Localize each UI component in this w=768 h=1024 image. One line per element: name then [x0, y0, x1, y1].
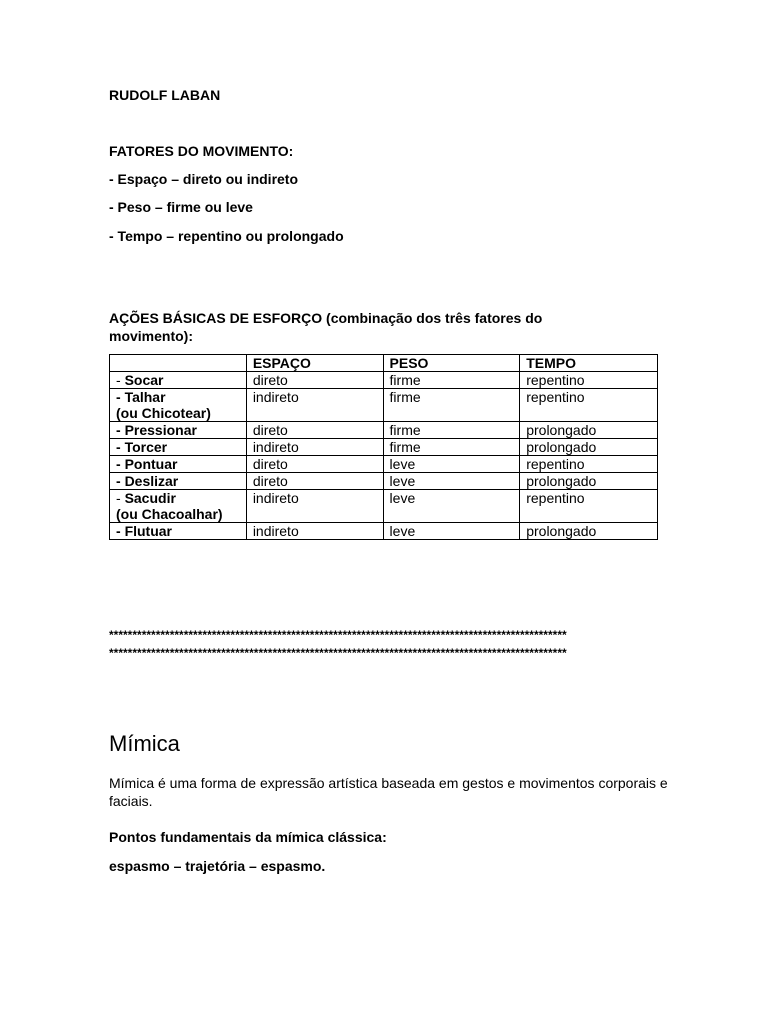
- action-name: Pressionar: [124, 422, 197, 438]
- table-header-row: [110, 355, 658, 372]
- action-prefix: -: [116, 490, 125, 506]
- espaco-cell: direto: [246, 422, 383, 439]
- table-row: [110, 473, 658, 490]
- tempo-cell: repentino: [520, 456, 658, 473]
- factor-item-espaco: - Espaço – direto ou indireto: [109, 171, 299, 187]
- document-title: RUDOLF LABAN: [109, 87, 221, 103]
- peso-cell: leve: [383, 523, 520, 540]
- peso-cell: firme: [383, 389, 520, 422]
- action-name: Pontuar: [124, 456, 178, 472]
- efforts-table: [109, 354, 658, 540]
- action-name: Deslizar: [124, 473, 179, 489]
- action-cell: [110, 490, 247, 523]
- header-cell-tempo: TEMPO: [520, 355, 658, 372]
- peso-cell: leve: [383, 490, 520, 523]
- espaco-cell: direto: [246, 456, 383, 473]
- action-prefix: -: [116, 456, 125, 472]
- table-row: [110, 389, 658, 422]
- table-row: [110, 490, 658, 523]
- espaco-cell: indireto: [246, 523, 383, 540]
- action-prefix: -: [116, 439, 125, 455]
- header-cell-action: [110, 355, 247, 372]
- table-row: [110, 422, 658, 439]
- mimica-paragraph: Mímica é uma forma de expressão artística baseada em gestos e movimentos corporais e faciais.: [109, 775, 668, 809]
- factors-heading: FATORES DO MOVIMENTO:: [109, 143, 294, 159]
- action-alt-name: (ou Chacoalhar): [116, 506, 223, 522]
- tempo-cell: repentino: [520, 372, 658, 389]
- efforts-table-body: [110, 372, 658, 540]
- table-row: [110, 456, 658, 473]
- action-prefix: -: [116, 372, 125, 388]
- mimica-heading: Mímica: [109, 731, 180, 756]
- separator-line-2: **************************************************************************************************: [109, 646, 567, 660]
- espaco-cell: direto: [246, 372, 383, 389]
- action-cell: [110, 389, 247, 422]
- tempo-cell: repentino: [520, 490, 658, 523]
- action-cell: [110, 523, 247, 540]
- peso-cell: leve: [383, 456, 520, 473]
- tempo-cell: prolongado: [520, 523, 658, 540]
- factor-item-peso: - Peso – firme ou leve: [109, 199, 253, 215]
- action-cell: [110, 422, 247, 439]
- action-prefix: -: [116, 389, 125, 405]
- fundamentals-heading: Pontos fundamentais da mímica clássica:: [109, 829, 387, 845]
- action-cell: [110, 439, 247, 456]
- action-name: Sacudir: [124, 490, 176, 506]
- tempo-cell: prolongado: [520, 473, 658, 490]
- table-row: [110, 523, 658, 540]
- action-cell: [110, 456, 247, 473]
- factor-item-tempo: - Tempo – repentino ou prolongado: [109, 228, 344, 244]
- separator-line-1: **************************************************************************************************: [109, 628, 567, 642]
- tempo-cell: prolongado: [520, 439, 658, 456]
- action-prefix: -: [116, 523, 125, 539]
- espaco-cell: indireto: [246, 389, 383, 422]
- action-cell: [110, 473, 247, 490]
- header-cell-peso: PESO: [383, 355, 520, 372]
- espaco-cell: indireto: [246, 490, 383, 523]
- action-cell: [110, 372, 247, 389]
- table-row: [110, 372, 658, 389]
- header-cell-espaco: ESPAÇO: [246, 355, 383, 372]
- table-row: [110, 439, 658, 456]
- peso-cell: firme: [383, 372, 520, 389]
- tempo-cell: prolongado: [520, 422, 658, 439]
- peso-cell: firme: [383, 439, 520, 456]
- action-name: Socar: [124, 372, 164, 388]
- espaco-cell: direto: [246, 473, 383, 490]
- fundamentals-text: espasmo – trajetória – espasmo.: [109, 858, 326, 874]
- action-name: Flutuar: [124, 523, 173, 539]
- efforts-heading-line1: AÇÕES BÁSICAS DE ESFORÇO (combinação dos três fatores do: [109, 310, 543, 326]
- tempo-cell: repentino: [520, 389, 658, 422]
- action-alt-name: (ou Chicotear): [116, 405, 211, 421]
- espaco-cell: indireto: [246, 439, 383, 456]
- efforts-heading-line2: movimento):: [109, 328, 193, 344]
- action-name: Talhar: [124, 389, 166, 405]
- action-prefix: -: [116, 422, 125, 438]
- action-name: Torcer: [124, 439, 168, 455]
- peso-cell: leve: [383, 473, 520, 490]
- peso-cell: firme: [383, 422, 520, 439]
- action-prefix: -: [116, 473, 125, 489]
